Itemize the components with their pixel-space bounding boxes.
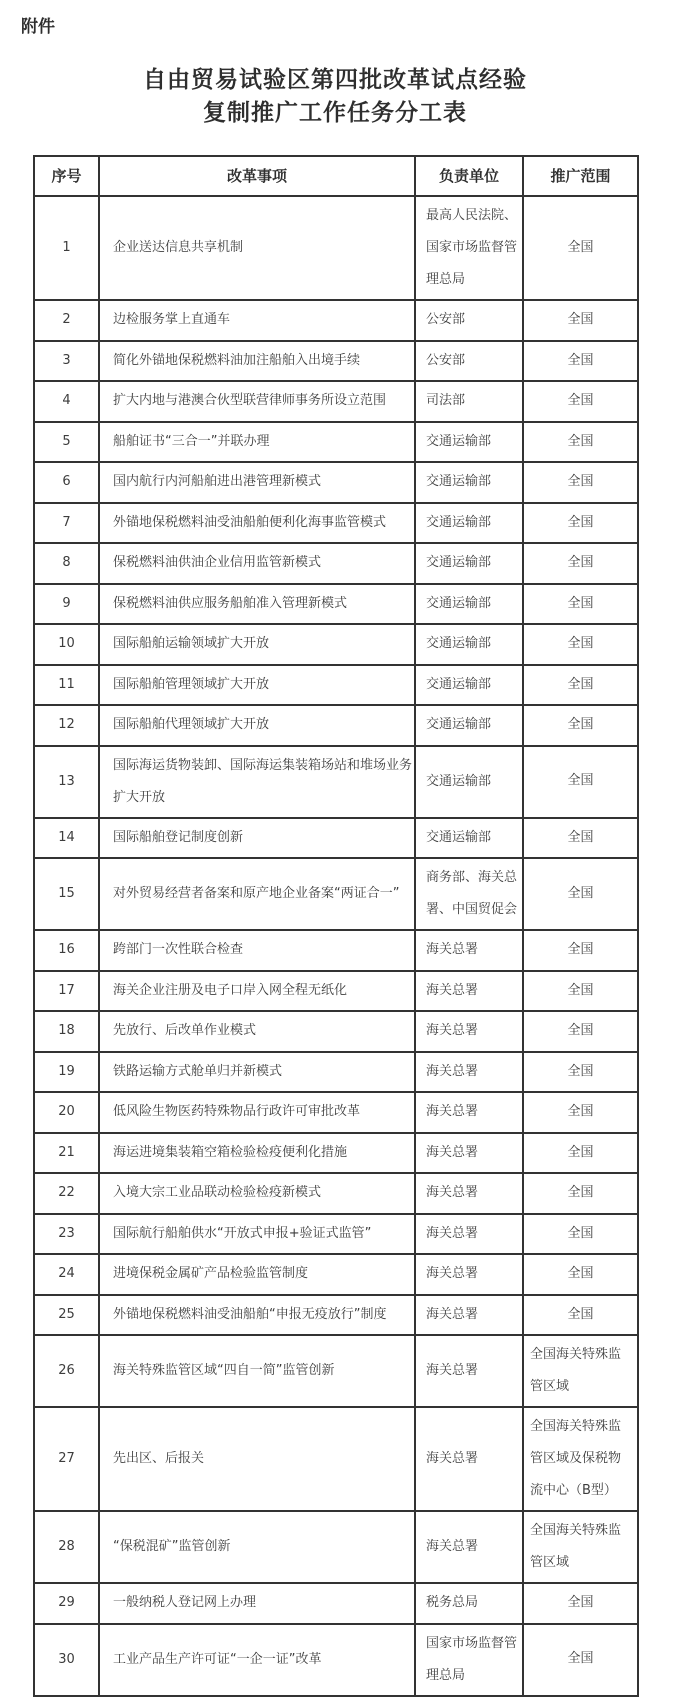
table-row	[34, 1011, 638, 1052]
responsible-unit-cell: 海关总署	[415, 1254, 523, 1295]
table-row	[34, 1092, 638, 1133]
table-row	[34, 1407, 638, 1511]
promotion-scope-text: 全国	[567, 433, 594, 449]
row-number-cell: 23	[34, 1214, 99, 1255]
header-cell-responsible-unit: 负责单位	[415, 156, 523, 196]
promotion-scope-cell	[523, 543, 638, 584]
row-number-cell: 21	[34, 1133, 99, 1174]
promotion-scope-text: 全国	[567, 474, 594, 489]
attachment-label: 附件	[21, 17, 55, 37]
table-row	[34, 1511, 638, 1583]
responsible-unit-cell: 海关总署	[415, 1295, 523, 1336]
reform-item-cell: 扩大内地与港澳合伙型联营律师事务所设立范围	[99, 381, 415, 422]
table-row	[34, 543, 638, 584]
row-number-cell: 25	[34, 1295, 99, 1336]
promotion-scope-cell	[523, 196, 638, 300]
row-number-cell: 9	[34, 584, 99, 625]
row-number-cell: 7	[34, 503, 99, 544]
promotion-scope-cell	[523, 1133, 638, 1174]
promotion-scope-cell	[523, 971, 638, 1012]
promotion-scope-cell	[523, 1254, 638, 1295]
row-number-cell: 3	[34, 341, 99, 382]
responsible-unit-cell: 司法部	[415, 381, 523, 422]
row-number-cell: 11	[34, 665, 99, 706]
promotion-scope-cell	[523, 584, 638, 625]
promotion-scope-text: 全国	[567, 393, 594, 408]
promotion-scope-text: 全国	[567, 312, 594, 327]
responsible-unit-cell: 交通运输部	[415, 705, 523, 746]
promotion-scope-cell	[523, 1214, 638, 1255]
table-row	[34, 1295, 638, 1336]
reform-item-cell: 国际海运货物装卸、国际海运集装箱场站和堆场业务扩大开放	[99, 746, 415, 818]
reform-item-cell: 国际船舶管理领域扩大开放	[99, 665, 415, 706]
header-row	[34, 156, 638, 196]
reform-item-cell: 简化外锚地保税燃料油加注船舶入出境手续	[99, 341, 415, 382]
reform-item-cell: 入境大宗工业品联动检验检疫新模式	[99, 1173, 415, 1214]
table-row	[34, 1214, 638, 1255]
row-number-cell: 17	[34, 971, 99, 1012]
row-number-cell: 28	[34, 1511, 99, 1583]
page-title	[33, 64, 637, 130]
promotion-scope-cell	[523, 1335, 638, 1407]
promotion-scope-cell	[523, 624, 638, 665]
assignment-table-container	[33, 155, 639, 1697]
row-number-cell: 12	[34, 705, 99, 746]
reform-item-cell: 一般纳税人登记网上办理	[99, 1583, 415, 1624]
promotion-scope-cell	[523, 1583, 638, 1624]
promotion-scope-text: 全国	[567, 1185, 594, 1200]
table-row	[34, 584, 638, 625]
table-row	[34, 381, 638, 422]
promotion-scope-cell	[523, 1092, 638, 1133]
promotion-scope-text: 全国	[567, 1651, 594, 1667]
promotion-scope-text: 全国	[567, 1104, 594, 1119]
row-number-cell: 27	[34, 1407, 99, 1511]
reform-item-cell: 外锚地保税燃料油受油船舶“申报无疫放行”制度	[99, 1295, 415, 1336]
header-cell-promotion-scope: 推广范围	[523, 156, 638, 196]
table-header	[34, 156, 638, 196]
reform-item-cell: 海运进境集装箱空箱检验检疫便利化措施	[99, 1133, 415, 1174]
promotion-scope-cell	[523, 503, 638, 544]
reform-item-cell: 低风险生物医药特殊物品行政许可审批改革	[99, 1092, 415, 1133]
row-number-cell: 20	[34, 1092, 99, 1133]
promotion-scope-cell	[523, 1295, 638, 1336]
row-number-cell: 18	[34, 1011, 99, 1052]
promotion-scope-cell	[523, 422, 638, 463]
promotion-scope-text: 全国	[567, 239, 594, 255]
reform-item-cell: 边检服务掌上直通车	[99, 300, 415, 341]
promotion-scope-cell	[523, 381, 638, 422]
promotion-scope-text: 全国	[567, 636, 594, 651]
reform-item-cell: 国际船舶登记制度创新	[99, 818, 415, 859]
promotion-scope-text: 全国	[567, 1063, 594, 1079]
row-number-cell: 4	[34, 381, 99, 422]
row-number-cell: 10	[34, 624, 99, 665]
row-number-cell: 2	[34, 300, 99, 341]
promotion-scope-cell	[523, 818, 638, 859]
row-number-cell: 6	[34, 462, 99, 503]
responsible-unit-cell: 交通运输部	[415, 665, 523, 706]
reform-item-cell: 船舶证书“三合一”并联办理	[99, 422, 415, 463]
promotion-scope-cell	[523, 858, 638, 930]
reform-item-cell: 外锚地保税燃料油受油船舶便利化海事监管模式	[99, 503, 415, 544]
reform-item-cell: 海关特殊监管区域“四自一简”监管创新	[99, 1335, 415, 1407]
table-row	[34, 705, 638, 746]
row-number-cell: 29	[34, 1583, 99, 1624]
table-row	[34, 1052, 638, 1093]
promotion-scope-text: 全国	[567, 773, 594, 789]
page-title-line-2: 复制推广工作任务分工表	[203, 100, 467, 126]
table-row	[34, 818, 638, 859]
row-number-cell: 16	[34, 930, 99, 971]
promotion-scope-cell	[523, 1624, 638, 1696]
table-row	[34, 422, 638, 463]
row-number-cell: 1	[34, 196, 99, 300]
reform-item-cell: 国际船舶运输领域扩大开放	[99, 624, 415, 665]
header-cell-reform-item: 改革事项	[99, 156, 415, 196]
promotion-scope-cell	[523, 1407, 638, 1511]
row-number-cell: 24	[34, 1254, 99, 1295]
table-row	[34, 341, 638, 382]
promotion-scope-text: 全国	[567, 885, 594, 901]
promotion-scope-text: 全国海关特殊监管区域及保税物流中心（B型）	[530, 1419, 622, 1498]
promotion-scope-cell	[523, 746, 638, 818]
reform-item-cell: 先出区、后报关	[99, 1407, 415, 1511]
promotion-scope-text: 全国	[567, 829, 594, 845]
table-row	[34, 665, 638, 706]
header-cell-number: 序号	[34, 156, 99, 196]
row-number-cell: 22	[34, 1173, 99, 1214]
reform-item-cell: 对外贸易经营者备案和原产地企业备案“两证合一”	[99, 858, 415, 930]
responsible-unit-cell: 海关总署	[415, 1052, 523, 1093]
table-body	[34, 196, 638, 1696]
page-title-line-1: 自由贸易试验区第四批改革试点经验	[143, 67, 527, 93]
promotion-scope-cell	[523, 1173, 638, 1214]
row-number-cell: 13	[34, 746, 99, 818]
reform-item-cell: 保税燃料油供应服务船舶准入管理新模式	[99, 584, 415, 625]
responsible-unit-cell: 海关总署	[415, 1407, 523, 1511]
table-row	[34, 1133, 638, 1174]
table-row	[34, 196, 638, 300]
table-row	[34, 1173, 638, 1214]
responsible-unit-cell: 交通运输部	[415, 543, 523, 584]
responsible-unit-cell: 海关总署	[415, 1011, 523, 1052]
promotion-scope-text: 全国	[567, 1306, 594, 1322]
promotion-scope-text: 全国	[567, 982, 594, 998]
promotion-scope-text: 全国	[567, 595, 594, 611]
table-row	[34, 1254, 638, 1295]
table-row	[34, 1335, 638, 1407]
table-row	[34, 1624, 638, 1696]
responsible-unit-cell: 交通运输部	[415, 422, 523, 463]
promotion-scope-cell	[523, 1011, 638, 1052]
promotion-scope-cell	[523, 930, 638, 971]
reform-item-cell: 海关企业注册及电子口岸入网全程无纸化	[99, 971, 415, 1012]
row-number-cell: 8	[34, 543, 99, 584]
responsible-unit-cell: 交通运输部	[415, 624, 523, 665]
promotion-scope-text: 全国	[567, 1266, 594, 1281]
table-row	[34, 930, 638, 971]
responsible-unit-cell: 海关总署	[415, 1092, 523, 1133]
promotion-scope-text: 全国	[567, 942, 594, 957]
promotion-scope-text: 全国海关特殊监管区域	[530, 1523, 622, 1570]
table-row	[34, 624, 638, 665]
reform-item-cell: “保税混矿”监管创新	[99, 1511, 415, 1583]
responsible-unit-cell: 商务部、海关总署、中国贸促会	[415, 858, 523, 930]
responsible-unit-cell: 交通运输部	[415, 462, 523, 503]
responsible-unit-cell: 交通运输部	[415, 818, 523, 859]
reform-item-cell: 保税燃料油供油企业信用监管新模式	[99, 543, 415, 584]
table-row	[34, 858, 638, 930]
responsible-unit-cell: 海关总署	[415, 1173, 523, 1214]
assignment-table	[33, 155, 639, 1697]
promotion-scope-cell	[523, 341, 638, 382]
promotion-scope-text: 全国	[567, 717, 594, 732]
row-number-cell: 26	[34, 1335, 99, 1407]
row-number-cell: 14	[34, 818, 99, 859]
responsible-unit-cell: 国家市场监督管理总局	[415, 1624, 523, 1696]
responsible-unit-cell: 海关总署	[415, 1214, 523, 1255]
responsible-unit-cell: 税务总局	[415, 1583, 523, 1624]
reform-item-cell: 国内航行内河船舶进出港管理新模式	[99, 462, 415, 503]
row-number-cell: 30	[34, 1624, 99, 1696]
promotion-scope-cell	[523, 1052, 638, 1093]
responsible-unit-cell: 公安部	[415, 300, 523, 341]
promotion-scope-cell	[523, 665, 638, 706]
reform-item-cell: 铁路运输方式舱单归并新模式	[99, 1052, 415, 1093]
responsible-unit-cell: 交通运输部	[415, 503, 523, 544]
row-number-cell: 15	[34, 858, 99, 930]
responsible-unit-cell: 海关总署	[415, 1133, 523, 1174]
reform-item-cell: 先放行、后改单作业模式	[99, 1011, 415, 1052]
responsible-unit-cell: 最高人民法院、国家市场监督管理总局	[415, 196, 523, 300]
responsible-unit-cell: 海关总署	[415, 971, 523, 1012]
promotion-scope-cell	[523, 1511, 638, 1583]
promotion-scope-text: 全国	[567, 1225, 594, 1241]
promotion-scope-text: 全国	[567, 1595, 594, 1610]
table-row	[34, 746, 638, 818]
reform-item-cell: 国际航行船舶供水“开放式申报+验证式监管”	[99, 1214, 415, 1255]
responsible-unit-cell: 海关总署	[415, 1335, 523, 1407]
row-number-cell: 5	[34, 422, 99, 463]
table-row	[34, 300, 638, 341]
promotion-scope-text: 全国	[567, 352, 594, 368]
promotion-scope-cell	[523, 462, 638, 503]
table-row	[34, 971, 638, 1012]
reform-item-cell: 国际船舶代理领域扩大开放	[99, 705, 415, 746]
table-row	[34, 503, 638, 544]
promotion-scope-cell	[523, 300, 638, 341]
promotion-scope-cell	[523, 705, 638, 746]
promotion-scope-text: 全国	[567, 555, 594, 570]
responsible-unit-cell: 交通运输部	[415, 746, 523, 818]
promotion-scope-text: 全国	[567, 514, 594, 530]
promotion-scope-text: 全国	[567, 1144, 594, 1160]
responsible-unit-cell: 公安部	[415, 341, 523, 382]
reform-item-cell: 进境保税金属矿产品检验监管制度	[99, 1254, 415, 1295]
reform-item-cell: 跨部门一次性联合检查	[99, 930, 415, 971]
responsible-unit-cell: 海关总署	[415, 930, 523, 971]
table-row	[34, 1583, 638, 1624]
reform-item-cell: 工业产品生产许可证“一企一证”改革	[99, 1624, 415, 1696]
promotion-scope-text: 全国海关特殊监管区域	[530, 1347, 622, 1394]
reform-item-cell: 企业送达信息共享机制	[99, 196, 415, 300]
promotion-scope-text: 全国	[567, 676, 594, 692]
row-number-cell: 19	[34, 1052, 99, 1093]
responsible-unit-cell: 交通运输部	[415, 584, 523, 625]
responsible-unit-cell: 海关总署	[415, 1511, 523, 1583]
table-row	[34, 462, 638, 503]
promotion-scope-text: 全国	[567, 1023, 594, 1038]
